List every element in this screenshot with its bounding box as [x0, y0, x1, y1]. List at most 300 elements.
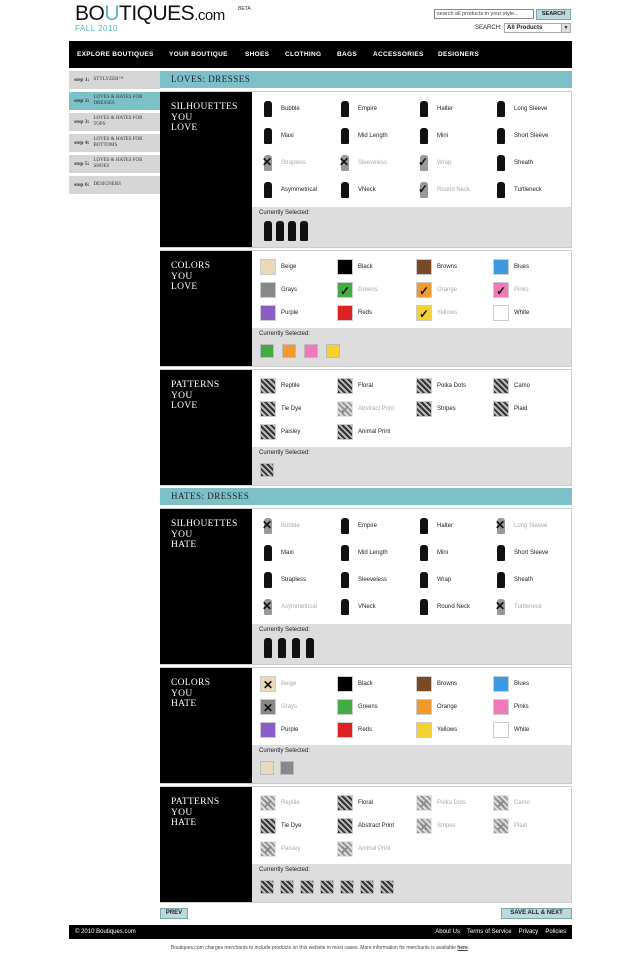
check-icon: ✓	[418, 155, 429, 169]
step-item[interactable]	[69, 176, 160, 194]
dress-icon	[337, 517, 353, 535]
nav-item-accessories[interactable]: ACCESSORIES	[373, 51, 424, 58]
pattern-swatch	[260, 401, 276, 417]
dress-shape	[264, 182, 272, 198]
x-icon: ✕	[263, 678, 274, 692]
selected-dress-icon	[288, 221, 296, 241]
option-label: Mini	[437, 133, 449, 139]
option-label: Short Sleeve	[514, 550, 549, 556]
pattern-swatch	[493, 818, 509, 834]
option-asymmetrical[interactable]	[260, 598, 317, 616]
option-label: Beige	[281, 681, 297, 687]
x-icon: ✕	[419, 820, 430, 834]
dress-icon	[416, 100, 432, 118]
option-maxi[interactable]	[260, 544, 294, 562]
option-label: Bubble	[281, 106, 300, 112]
option-floral[interactable]	[337, 795, 373, 811]
option-label: Purple	[281, 727, 299, 733]
dress-icon	[337, 598, 353, 616]
pattern-swatch	[260, 795, 276, 811]
section-label: PATTERNS YOU HATE	[160, 787, 252, 902]
option-empire[interactable]	[337, 100, 377, 118]
color-swatch	[493, 259, 509, 275]
dress-icon	[260, 154, 276, 172]
dress-icon	[337, 154, 353, 172]
option-label: Halter	[437, 106, 454, 112]
option-abstract-print[interactable]	[337, 401, 394, 417]
option-label: Grays	[281, 287, 298, 293]
dress-icon	[416, 154, 432, 172]
option-yellows[interactable]	[416, 305, 457, 321]
check-icon: ✓	[419, 284, 430, 298]
option-label: Empire	[358, 106, 378, 112]
option-polka-dots[interactable]	[416, 795, 466, 811]
patterns-hate-section	[160, 786, 572, 903]
option-bubble[interactable]	[260, 517, 300, 535]
pattern-swatch	[337, 795, 353, 811]
option-label: Tie Dye	[281, 406, 302, 412]
check-icon: ✓	[340, 403, 351, 417]
step-item[interactable]	[69, 113, 160, 131]
selected-color-swatch	[282, 344, 296, 358]
option-label: Mini	[437, 550, 449, 556]
option-label: Halter	[437, 523, 454, 529]
option-reptile[interactable]	[260, 795, 300, 811]
search-scope-select[interactable]	[504, 23, 571, 33]
pattern-swatch	[416, 378, 432, 394]
option-label: Orange	[437, 287, 458, 293]
option-short-sleeve[interactable]	[493, 544, 548, 562]
pattern-swatch	[337, 424, 353, 440]
option-label: Animal Print	[358, 429, 391, 435]
dress-icon	[260, 598, 276, 616]
option-black[interactable]	[337, 676, 373, 692]
color-swatch	[493, 305, 509, 321]
option-short-sleeve[interactable]	[493, 127, 548, 145]
footer-link-terms-of-service[interactable]: Terms of Service	[466, 929, 512, 935]
option-sheath[interactable]	[493, 154, 533, 172]
patterns-love-section	[160, 369, 572, 486]
dress-shape	[420, 572, 428, 588]
option-vneck[interactable]	[337, 598, 376, 616]
option-pinks[interactable]	[493, 282, 529, 298]
option-label: Animal Print	[358, 846, 391, 852]
option-long-sleeve[interactable]	[493, 517, 547, 535]
selected-color-swatch	[260, 344, 274, 358]
option-label: Reds	[358, 727, 373, 733]
pattern-swatch	[260, 841, 276, 857]
selected-dress-icon	[292, 638, 300, 658]
option-label: Pinks	[514, 704, 529, 710]
section-label: SILHOUETTES YOU HATE	[160, 509, 252, 664]
color-swatch	[260, 722, 276, 738]
step-label: LOVES & HATES FOR SHOES	[93, 158, 143, 169]
option-reptile[interactable]	[260, 378, 300, 394]
dress-icon	[337, 100, 353, 118]
dress-shape	[264, 101, 272, 117]
currently-selected-label: Currently Selected:	[259, 867, 311, 873]
chevron-down-icon[interactable]: ▼	[561, 24, 570, 32]
option-label: Reptile	[281, 800, 300, 806]
colors-hate-section	[160, 667, 572, 784]
nav-item-shoes[interactable]: SHOES	[245, 51, 270, 58]
option-paisley[interactable]	[260, 424, 300, 440]
option-reds[interactable]	[337, 722, 372, 738]
dress-shape	[497, 572, 505, 588]
option-label: Round Neck	[437, 604, 471, 610]
disclaimer-link[interactable]: here	[457, 945, 468, 951]
dress-shape	[420, 101, 428, 117]
option-white[interactable]	[493, 305, 529, 321]
section-label: PATTERNS YOU LOVE	[160, 370, 252, 485]
dress-icon	[493, 127, 509, 145]
step-item[interactable]	[69, 155, 160, 173]
option-mid-length[interactable]	[337, 544, 388, 562]
selected-pattern-swatch	[300, 880, 314, 894]
selected-color-swatch	[326, 344, 340, 358]
dress-icon	[493, 154, 509, 172]
option-round-neck[interactable]	[416, 181, 470, 199]
option-grays[interactable]	[260, 699, 297, 715]
option-plaid[interactable]	[493, 401, 527, 417]
option-orange[interactable]	[416, 699, 457, 715]
check-icon: ✓	[419, 307, 430, 321]
dress-shape	[420, 599, 428, 615]
option-animal-print[interactable]	[337, 424, 390, 440]
option-camo[interactable]	[493, 795, 530, 811]
option-sleeveless[interactable]	[337, 571, 387, 589]
dress-shape	[341, 518, 349, 534]
option-strapless[interactable]	[260, 571, 306, 589]
nav-item-designers[interactable]: DESIGNERS	[438, 51, 479, 58]
footer-link-policies[interactable]: Policies	[545, 929, 566, 935]
option-label: Camo	[514, 383, 531, 389]
option-strapless[interactable]	[260, 154, 306, 172]
search-scope-value: All Products	[507, 25, 543, 31]
option-greens[interactable]	[337, 282, 378, 298]
option-turtleneck[interactable]	[493, 181, 542, 199]
step-number: step 2:	[74, 98, 90, 104]
x-icon: ✕	[262, 599, 273, 613]
color-swatch	[493, 282, 509, 298]
search-scope-label: SEARCH:	[475, 25, 502, 31]
option-polka-dots[interactable]	[416, 378, 466, 394]
selected-color-swatch	[304, 344, 318, 358]
pattern-swatch	[416, 401, 432, 417]
option-label: Asymmetrical	[281, 187, 318, 193]
step-number: step 6:	[74, 182, 90, 188]
option-label: Strapless	[281, 160, 307, 166]
option-label: Empire	[358, 523, 378, 529]
nav-item-your-boutique[interactable]: YOUR BOUTIQUE	[169, 51, 228, 58]
option-halter[interactable]	[416, 517, 453, 535]
logo-text-a: BO	[75, 2, 105, 25]
step-number: step 3:	[74, 119, 90, 125]
option-grays[interactable]	[260, 282, 297, 298]
option-vneck[interactable]	[337, 181, 376, 199]
dress-shape	[420, 128, 428, 144]
loves-heading: LOVES: DRESSES	[160, 71, 572, 88]
option-empire[interactable]	[337, 517, 377, 535]
currently-selected-label: Currently Selected:	[259, 210, 311, 216]
pattern-swatch	[260, 818, 276, 834]
option-label: Asymmetrical	[281, 604, 318, 610]
dress-icon	[416, 544, 432, 562]
currently-selected-label: Currently Selected:	[259, 331, 311, 337]
dress-shape	[497, 155, 505, 171]
option-label: Floral	[358, 800, 374, 806]
selected-dress-icon	[300, 221, 308, 241]
currently-selected-label: Currently Selected:	[259, 450, 311, 456]
currently-selected	[252, 864, 571, 902]
option-tie-dye[interactable]	[260, 818, 301, 834]
dress-shape	[264, 572, 272, 588]
dress-icon	[260, 100, 276, 118]
color-swatch	[416, 282, 432, 298]
nav-item-clothing[interactable]: CLOTHING	[285, 51, 322, 58]
x-icon: ✕	[339, 155, 350, 169]
color-swatch	[337, 259, 353, 275]
x-icon: ✕	[496, 820, 507, 834]
option-label: Wrap	[437, 577, 452, 583]
disclaimer	[0, 945, 640, 951]
dress-icon	[337, 571, 353, 589]
step-item[interactable]	[69, 134, 160, 152]
logo[interactable]	[75, 2, 225, 26]
option-label: Maxi	[281, 133, 294, 139]
copyright: © 2010 Boutiques.com	[75, 929, 136, 935]
option-label: Purple	[281, 310, 299, 316]
option-plaid[interactable]	[493, 818, 527, 834]
option-blues[interactable]	[493, 676, 529, 692]
option-mini[interactable]	[416, 544, 448, 562]
option-bubble[interactable]	[260, 100, 300, 118]
option-label: Sleeveless	[358, 160, 388, 166]
option-black[interactable]	[337, 259, 373, 275]
color-swatch	[337, 282, 353, 298]
option-mini[interactable]	[416, 127, 448, 145]
selected-pattern-swatch	[280, 880, 294, 894]
option-camo[interactable]	[493, 378, 530, 394]
color-swatch	[416, 676, 432, 692]
option-label: Blues	[514, 264, 530, 270]
option-label: Long Sleeve	[514, 523, 548, 529]
currently-selected	[252, 624, 571, 664]
option-label: White	[514, 727, 530, 733]
option-orange[interactable]	[416, 282, 457, 298]
search-button[interactable]: SEARCH	[536, 9, 571, 20]
option-label: Stripes	[437, 406, 456, 412]
color-swatch	[260, 259, 276, 275]
option-label: Browns	[437, 681, 458, 687]
dress-shape	[341, 128, 349, 144]
option-round-neck[interactable]	[416, 598, 470, 616]
color-swatch	[337, 699, 353, 715]
selected-pattern-swatch	[260, 880, 274, 894]
currently-selected-label: Currently Selected:	[259, 627, 311, 633]
selected-color-swatch	[260, 761, 274, 775]
step-label: STYLYZER™	[93, 77, 124, 82]
option-floral[interactable]	[337, 378, 373, 394]
step-label: LOVES & HATES FOR BOTTOMS	[93, 137, 143, 148]
option-purple[interactable]	[260, 305, 298, 321]
dress-icon	[337, 127, 353, 145]
dress-icon	[416, 571, 432, 589]
option-label: Reptile	[281, 383, 300, 389]
dress-icon	[493, 571, 509, 589]
option-label: Greens	[358, 287, 378, 293]
step-item[interactable]	[69, 71, 160, 89]
option-label: Browns	[437, 264, 458, 270]
option-blues[interactable]	[493, 259, 529, 275]
save-all-next-button[interactable]: SAVE ALL & NEXT	[501, 908, 572, 919]
silhouettes-hate-section	[160, 508, 572, 665]
dress-shape	[420, 518, 428, 534]
option-wrap[interactable]	[416, 571, 451, 589]
option-label: Paisley	[281, 429, 301, 435]
prev-button[interactable]: PREV	[160, 908, 188, 919]
option-stripes[interactable]	[416, 401, 456, 417]
disclaimer-text: Boutiques.com charges merchants to include products on this website in most cases. More information for merchants is available	[170, 945, 456, 951]
selected-pattern-swatch	[360, 880, 374, 894]
pattern-swatch	[493, 795, 509, 811]
option-label: Mid Length	[358, 550, 388, 556]
logo-text-u: U	[104, 2, 120, 25]
option-label: Maxi	[281, 550, 294, 556]
silhouettes-love-section	[160, 91, 572, 248]
pattern-swatch	[337, 378, 353, 394]
option-label: Polka Dots	[437, 383, 467, 389]
option-paisley[interactable]	[260, 841, 300, 857]
pattern-swatch	[337, 818, 353, 834]
dress-icon	[260, 181, 276, 199]
x-icon: ✕	[340, 843, 351, 857]
option-asymmetrical[interactable]	[260, 181, 317, 199]
dress-shape	[497, 128, 505, 144]
option-browns[interactable]	[416, 259, 457, 275]
search-input[interactable]: search all products in your style...	[434, 9, 534, 19]
check-icon: ✓	[418, 182, 429, 196]
x-icon: ✕	[263, 797, 274, 811]
x-icon: ✕	[263, 701, 274, 715]
option-label: White	[514, 310, 530, 316]
currently-selected	[252, 207, 571, 247]
option-label: Abstract Print	[358, 406, 395, 412]
dress-icon	[416, 127, 432, 145]
option-label: Turtleneck	[514, 187, 542, 193]
option-label: Round Neck	[437, 187, 471, 193]
option-label: Beige	[281, 264, 297, 270]
selected-dress-icon	[276, 221, 284, 241]
color-swatch	[416, 305, 432, 321]
x-icon: ✕	[495, 599, 506, 613]
dress-icon	[493, 598, 509, 616]
option-beige[interactable]	[260, 259, 296, 275]
step-number: step 5:	[74, 161, 90, 167]
dress-shape	[497, 545, 505, 561]
logo-text-com: .com	[194, 7, 225, 24]
option-label: Pinks	[514, 287, 529, 293]
x-icon: ✕	[262, 518, 273, 532]
option-yellows[interactable]	[416, 722, 457, 738]
option-browns[interactable]	[416, 676, 457, 692]
pattern-swatch	[260, 378, 276, 394]
dress-icon	[493, 100, 509, 118]
color-swatch	[337, 305, 353, 321]
nav-item-bags[interactable]: BAGS	[337, 51, 357, 58]
option-white[interactable]	[493, 722, 529, 738]
hates-heading: HATES: DRESSES	[160, 488, 572, 505]
footer	[69, 925, 572, 939]
option-tie-dye[interactable]	[260, 401, 301, 417]
option-sleeveless[interactable]	[337, 154, 387, 172]
option-greens[interactable]	[337, 699, 378, 715]
option-label: Polka Dots	[437, 800, 467, 806]
option-wrap[interactable]	[416, 154, 451, 172]
option-stripes[interactable]	[416, 818, 456, 834]
option-label: Short Sleeve	[514, 133, 549, 139]
section-label: COLORS YOU HATE	[160, 668, 252, 783]
dress-shape	[420, 545, 428, 561]
currently-selected	[252, 745, 571, 783]
logo-text-b: TIQUES	[119, 2, 195, 25]
step-label: LOVES & HATES FOR DRESSES	[93, 95, 143, 106]
nav-item-explore-boutiques[interactable]: EXPLORE BOUTIQUES	[77, 51, 154, 58]
option-maxi[interactable]	[260, 127, 294, 145]
option-beige[interactable]	[260, 676, 296, 692]
dress-shape	[264, 128, 272, 144]
check-icon: ✓	[340, 284, 351, 298]
option-label: VNeck	[358, 604, 376, 610]
option-label: Greens	[358, 704, 378, 710]
option-turtleneck[interactable]	[493, 598, 542, 616]
selected-dress-icon	[264, 221, 272, 241]
footer-link-privacy[interactable]: Privacy	[518, 929, 539, 935]
option-label: Bubble	[281, 523, 300, 529]
dress-icon	[260, 544, 276, 562]
step-label: LOVES & HATES FOR TOPS	[93, 116, 143, 127]
section-label: SILHOUETTES YOU LOVE	[160, 92, 252, 247]
currently-selected	[252, 447, 571, 485]
option-abstract-print[interactable]	[337, 818, 394, 834]
color-swatch	[416, 259, 432, 275]
color-swatch	[416, 722, 432, 738]
option-label: Abstract Print	[358, 823, 395, 829]
step-label: DESIGNERS	[93, 182, 121, 187]
option-pinks[interactable]	[493, 699, 529, 715]
section-label: COLORS YOU LOVE	[160, 251, 252, 366]
disclaimer-end: .	[467, 945, 470, 951]
option-sheath[interactable]	[493, 571, 533, 589]
option-label: VNeck	[358, 187, 376, 193]
x-icon: ✕	[419, 797, 430, 811]
pattern-swatch	[493, 401, 509, 417]
dress-shape	[341, 572, 349, 588]
step-number: step 4:	[74, 140, 90, 146]
pattern-swatch	[416, 818, 432, 834]
step-item[interactable]	[69, 92, 160, 110]
option-label: Camo	[514, 800, 531, 806]
option-reds[interactable]	[337, 305, 372, 321]
option-label: Sheath	[514, 577, 534, 583]
footer-link-about-us[interactable]: About Us	[435, 929, 460, 935]
option-purple[interactable]	[260, 722, 298, 738]
option-mid-length[interactable]	[337, 127, 388, 145]
option-long-sleeve[interactable]	[493, 100, 547, 118]
option-halter[interactable]	[416, 100, 453, 118]
option-animal-print[interactable]	[337, 841, 390, 857]
currently-selected	[252, 328, 571, 366]
